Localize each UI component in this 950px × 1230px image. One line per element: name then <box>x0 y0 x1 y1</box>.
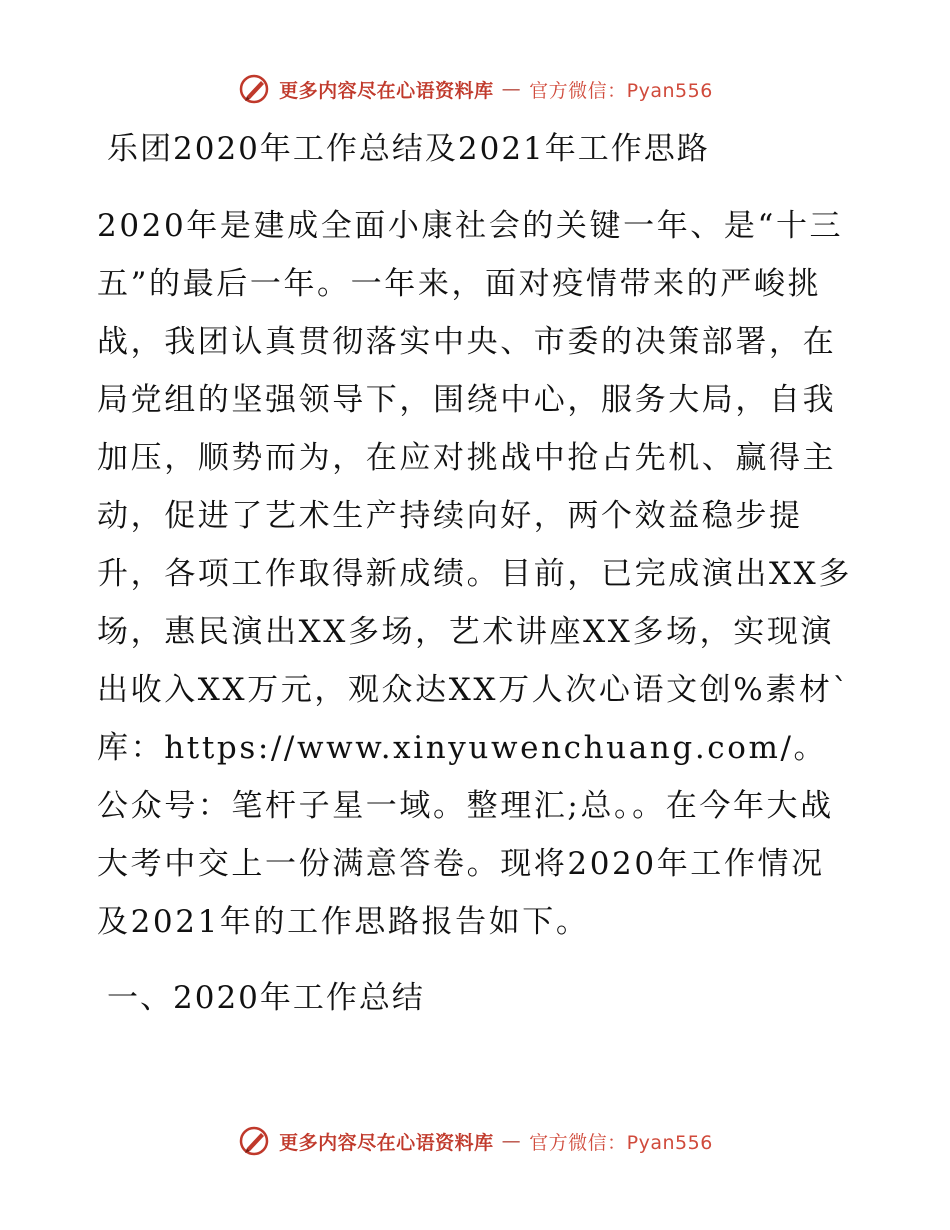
body-paragraph: 2020年是建成全面小康社会的关键一年、是“十三五”的最后一年。一年来，面对疫情带来的严峻挑战，我团认真贯彻落实中央、市委的决策部署，在局党组的坚强领导下，围绕中心，服务大局，自我加压，顺势而为，在应对挑战中抢占先机、赢得主动，促进了艺术生产持续向好，两个效益稳步提升，各项工作取得新成绩。目前，已完成演出XX多场，惠民演出XX多场，艺术讲座XX多场，实现演出收入XX万元，观众达XX万人次心语文创%素材`库：https://www.xinyuwenchuang.com/。公众号：笔杆子星一域。整理汇;总。。在今年大战大考中交上一份满意答卷。现将2020年工作情况及2021年的工作思路报告如下。 <box>97 208 852 940</box>
watermark-contact: 官方微信：Pyan556 <box>529 79 713 102</box>
watermark-header <box>0 72 950 106</box>
pen-logo-icon <box>237 1124 271 1158</box>
watermark-footer <box>0 1124 950 1158</box>
watermark-separator: — <box>501 78 522 100</box>
pen-logo-icon <box>237 72 271 106</box>
document-title: 乐团2020年工作总结及2021年工作思路 <box>107 131 710 167</box>
watermark-separator: — <box>501 1130 522 1152</box>
watermark-contact: 官方微信：Pyan556 <box>529 1131 713 1154</box>
watermark-text: 更多内容尽在心语资料库 <box>279 1131 494 1154</box>
section-heading: 一、2020年工作总结 <box>107 980 425 1016</box>
watermark-text: 更多内容尽在心语资料库 <box>279 79 494 102</box>
